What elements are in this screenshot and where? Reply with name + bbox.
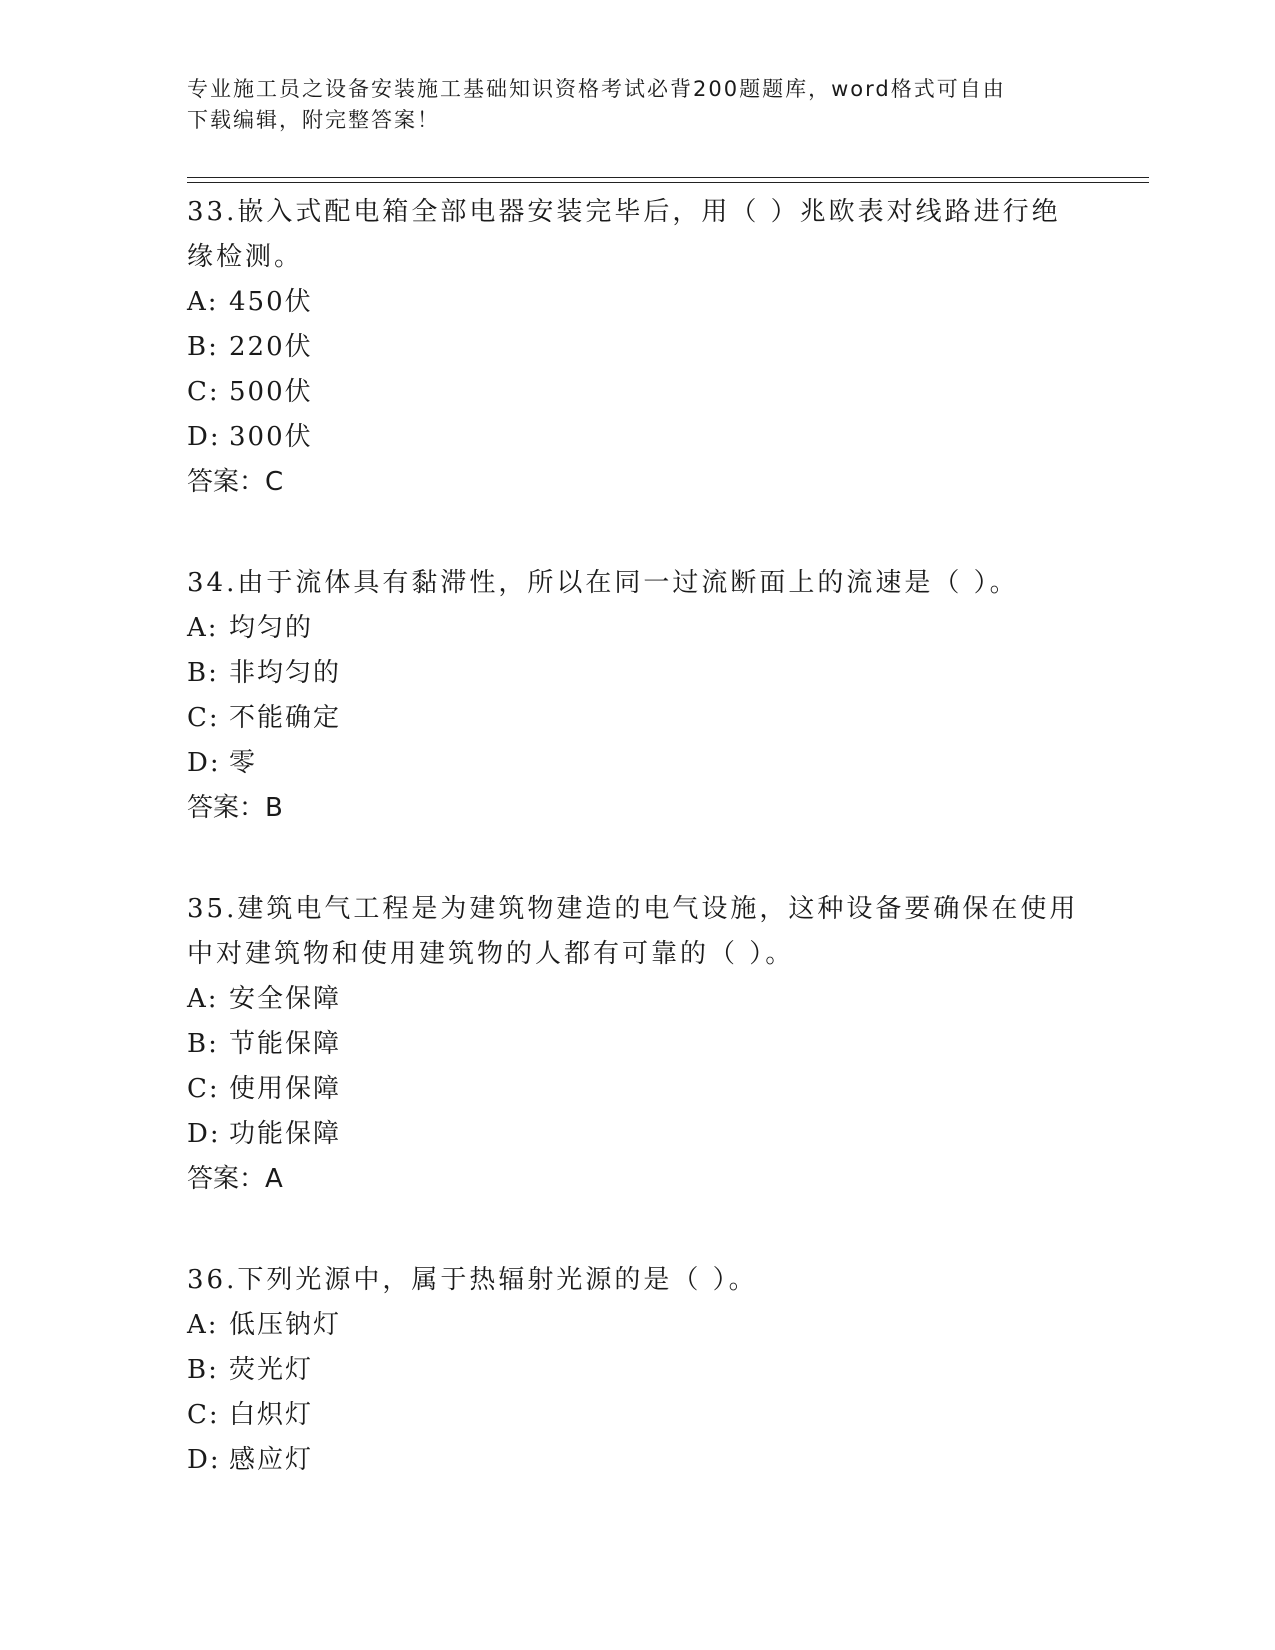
- option-c: [187, 1393, 1087, 1438]
- header-rule-bottom: [187, 182, 1149, 183]
- option-text: 功能保障: [229, 1119, 342, 1149]
- option-b: [187, 1348, 1087, 1393]
- option-text: 感应灯: [229, 1445, 314, 1475]
- option-b: [187, 325, 1087, 370]
- option-a: [187, 1303, 1087, 1348]
- question-stem-line-1: 34.由于流体具有黏滞性，所以在同一过流断面上的流速是（ ）。: [187, 568, 1019, 598]
- option-key: A:: [187, 287, 219, 317]
- option-key: A:: [187, 1310, 219, 1340]
- option-key: B:: [187, 1355, 219, 1385]
- option-key: B:: [187, 1029, 219, 1059]
- option-text: 非均匀的: [229, 658, 342, 688]
- option-text: 300伏: [229, 422, 313, 452]
- option-text: 450伏: [229, 287, 313, 317]
- option-key: D:: [187, 422, 221, 452]
- option-text: 安全保障: [229, 984, 342, 1014]
- option-text: 使用保障: [229, 1074, 342, 1104]
- question-34: [187, 561, 1087, 831]
- option-d: [187, 1438, 1087, 1483]
- option-a: [187, 280, 1087, 325]
- header-line-1: 专业施工员之设备安装施工基础知识资格考试必背200题题库，word格式可自由: [187, 77, 1006, 101]
- option-key: D:: [187, 748, 221, 778]
- option-key: C:: [187, 1400, 220, 1430]
- option-key: A:: [187, 984, 219, 1014]
- question-stem-line-1: 36.下列光源中，属于热辐射光源的是（ ）。: [187, 1265, 758, 1295]
- option-text: 低压钠灯: [229, 1310, 342, 1340]
- option-key: A:: [187, 613, 219, 643]
- answer-line: 答案：C: [187, 467, 284, 497]
- question-36: [187, 1258, 1087, 1483]
- question-stem-line-2: 中对建筑物和使用建筑物的人都有可靠的（ ）。: [187, 939, 795, 969]
- option-d: [187, 741, 1087, 786]
- option-text: 白炽灯: [229, 1400, 314, 1430]
- question-list: [187, 190, 1087, 1539]
- option-key: B:: [187, 658, 219, 688]
- option-d: [187, 1112, 1087, 1157]
- header-line-2: 下载编辑，附完整答案！: [187, 108, 440, 132]
- answer-line: 答案：B: [187, 793, 283, 823]
- option-text: 500伏: [229, 377, 313, 407]
- option-text: 节能保障: [229, 1029, 342, 1059]
- option-text: 220伏: [229, 332, 313, 362]
- option-a: [187, 606, 1087, 651]
- question-stem-line-2: 缘检测。: [187, 242, 304, 272]
- option-key: C:: [187, 377, 220, 407]
- option-b: [187, 1022, 1087, 1067]
- option-key: C:: [187, 1074, 220, 1104]
- option-key: D:: [187, 1119, 221, 1149]
- answer-line: 答案：A: [187, 1164, 283, 1194]
- option-text: 均匀的: [229, 613, 314, 643]
- option-key: B:: [187, 332, 219, 362]
- option-d: [187, 415, 1087, 460]
- option-key: C:: [187, 703, 220, 733]
- document-header: [187, 74, 1067, 136]
- option-key: D:: [187, 1445, 221, 1475]
- option-c: [187, 696, 1087, 741]
- question-stem-line-1: 35.建筑电气工程是为建筑物建造的电气设施，这种设备要确保在使用: [187, 894, 1079, 924]
- option-text: 荧光灯: [229, 1355, 314, 1385]
- question-33: [187, 190, 1087, 505]
- option-c: [187, 1067, 1087, 1112]
- option-b: [187, 651, 1087, 696]
- header-rule-top: [187, 177, 1149, 178]
- question-stem-line-1: 33.嵌入式配电箱全部电器安装完毕后，用（ ）兆欧表对线路进行绝: [187, 197, 1061, 227]
- option-a: [187, 977, 1087, 1022]
- option-text: 不能确定: [229, 703, 342, 733]
- option-text: 零: [229, 748, 258, 778]
- question-35: [187, 887, 1087, 1202]
- option-c: [187, 370, 1087, 415]
